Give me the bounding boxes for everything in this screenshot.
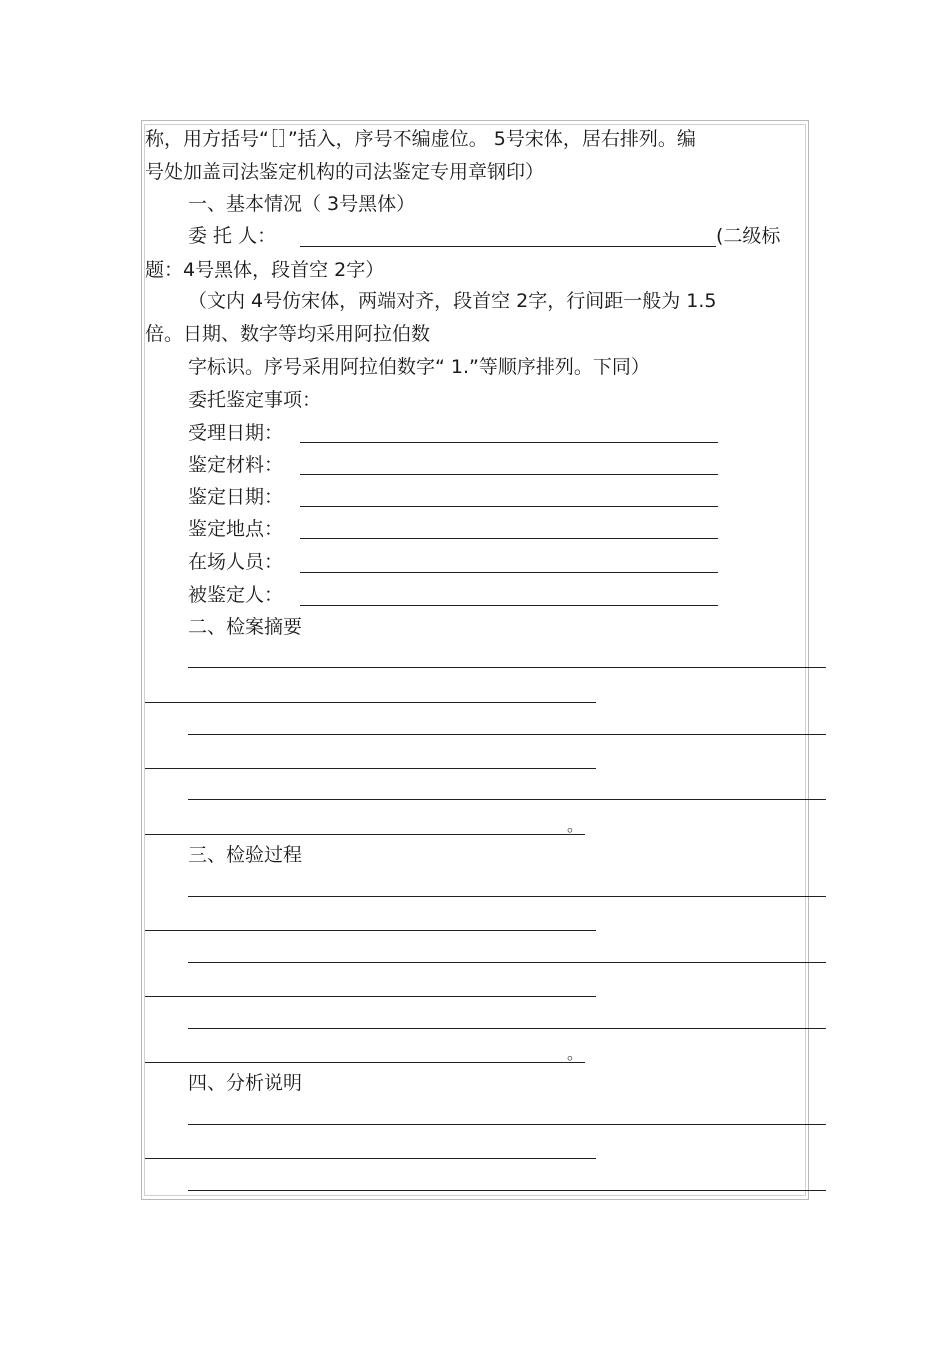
page-frame-inner: [144, 124, 806, 1196]
client-note-b: 题：4号黑体，段首空 2字）: [145, 259, 385, 281]
section-3-heading: 三、检验过程: [188, 844, 303, 866]
body-note-2: 字标识。序号采用阿拉伯数字“ 1.”等顺序排列。下同）: [188, 356, 650, 378]
writing-line: [145, 930, 596, 931]
writing-line: [188, 962, 826, 963]
field-label: 鉴定材料：: [188, 454, 284, 476]
writing-line: [145, 768, 596, 769]
body-note-1a: （文内 4号仿宋体，两端对齐，段首空 2字，行间距一般为 1.5: [188, 290, 717, 312]
body-note-1b: 倍。日期、数字等均采用阿拉伯数: [145, 323, 431, 345]
end-mark: 。: [567, 1044, 584, 1063]
intro-line-2: 号处加盖司法鉴定机构的司法鉴定专用章钢印）: [145, 161, 545, 183]
client-note-a: (二级标: [716, 225, 781, 247]
items-label: 委托鉴定事项：: [188, 389, 322, 411]
field-blank: [300, 506, 718, 507]
field-blank: [300, 538, 718, 539]
end-mark: 。: [567, 816, 584, 835]
field-blank: [300, 442, 718, 443]
section-1-heading: 一、基本情况（ 3号黑体）: [188, 193, 416, 215]
field-label: 鉴定日期：: [188, 486, 284, 508]
writing-line: [188, 1028, 826, 1029]
writing-line: [145, 996, 596, 997]
writing-line: [145, 834, 585, 835]
client-blank: [300, 246, 716, 247]
writing-line: [145, 1158, 596, 1159]
field-blank: [300, 605, 718, 606]
writing-line: [188, 734, 826, 735]
writing-line: [145, 1062, 585, 1063]
field-blank: [300, 474, 718, 475]
writing-line: [188, 667, 826, 668]
section-2-heading: 二、检案摘要: [188, 616, 303, 638]
writing-line: [188, 1124, 826, 1125]
client-label: 委 托 人：: [188, 225, 277, 247]
field-blank: [300, 572, 718, 573]
writing-line: [188, 896, 826, 897]
field-label: 受理日期：: [188, 422, 284, 444]
writing-line: [188, 1190, 826, 1191]
writing-line: [188, 799, 826, 800]
field-label: 被鉴定人：: [188, 584, 284, 606]
field-label: 鉴定地点：: [188, 518, 284, 540]
intro-line-1: 称，用方括号“［］”括入，序号不编虚位。 5号宋体，居右排列。编: [145, 128, 696, 150]
section-4-heading: 四、分析说明: [188, 1072, 303, 1094]
field-label: 在场人员：: [188, 551, 284, 573]
writing-line: [145, 702, 596, 703]
